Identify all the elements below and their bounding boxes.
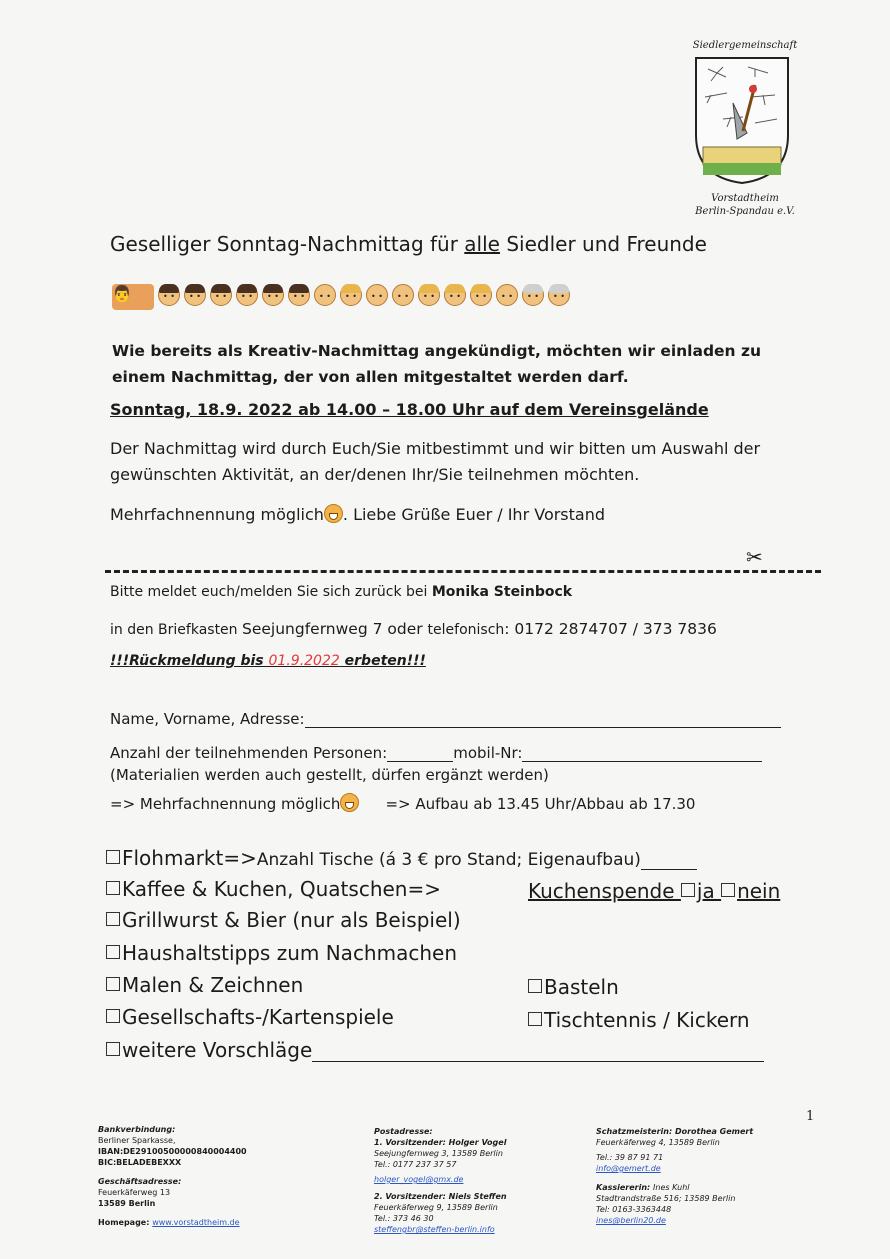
option-flohmarkt[interactable]: Flohmarkt=>Anzahl Tische (á 3 € pro Stand; Eigenaufbau)	[106, 846, 697, 870]
face-emoji-icon	[262, 284, 284, 306]
tables-input-line[interactable]	[641, 851, 697, 870]
option-haushalt[interactable]: Haushaltstipps zum Nachmachen	[106, 941, 457, 965]
emoji-row	[112, 284, 570, 310]
name-field-row: Name, Vorname, Adresse:	[110, 710, 781, 728]
contact-address: in den Briefkasten Seejungfernweg 7 oder telefonisch: 0172 2874707 / 373 7836	[110, 620, 717, 638]
family-emoji-icon	[112, 284, 154, 310]
name-input-line[interactable]	[305, 713, 781, 728]
grandpa-emoji-icon	[548, 284, 570, 306]
footer-treasury: Schatzmeisterin: Dorothea Gemert Feuerkäferweg 4, 13589 Berlin Tel.: 39 87 91 71 info@gemert.de Kassiererin: Ines Kuhl Stadtrandstraße 516; 13589 Berlin Tel: 0163-3363448 ines@berlin20.de	[596, 1127, 754, 1225]
face-emoji-icon	[366, 284, 388, 306]
checkbox[interactable]	[106, 1009, 120, 1023]
page-number: 1	[806, 1109, 815, 1124]
option-weitere[interactable]: weitere Vorschläge	[106, 1038, 764, 1062]
option-malen[interactable]: Malen & Zeichnen	[106, 973, 303, 997]
face-emoji-icon	[184, 284, 206, 306]
grin-emoji-icon	[340, 793, 359, 812]
face-emoji-icon	[210, 284, 232, 306]
option-kaffee[interactable]: Kaffee & Kuchen, Quatschen=>	[106, 877, 441, 901]
materials-note: (Materialien werden auch gestellt, dürfen ergänzt werden)	[110, 766, 549, 784]
option-tischtennis[interactable]: Tischtennis / Kickern	[528, 1008, 750, 1032]
footer-post: Postadresse: 1. Vorsitzender: Holger Vogel Seejungfernweg 3, 13589 Berlin Tel.: 0177 237 37 57 holger_vogel@gmx.de 2. Vorsitzender: Niels Steffen Feuerkäferweg 9, 13589 Berlin Tel.: 373 46 30 steffengbr@steffen-berlin.info	[374, 1127, 507, 1234]
body-text: Der Nachmittag wird durch Euch/Sie mitbestimmt und wir bitten um Auswahl der gewünschten Aktivität, an der/denen Ihr/Sie teilnehmen möchten.	[110, 439, 761, 484]
checkbox[interactable]	[106, 945, 120, 959]
face-emoji-icon	[444, 284, 466, 306]
logo-subtitle: Vorstadtheim Berlin-Spandau e.V.	[695, 193, 795, 217]
grandma-emoji-icon	[522, 284, 544, 306]
footer-bank: Bankverbindung: Berliner Sparkasse, IBAN:DE29100500000840004400 BIC:BELADEBEXXX Geschäftsadresse: Feuerkäferweg 13 13589 Berlin Homepage: www.vorstadtheim.de	[98, 1125, 247, 1227]
chair1-mail-link[interactable]: holger_vogel@gmx.de	[374, 1175, 464, 1184]
baby-emoji-icon	[496, 284, 518, 306]
face-emoji-icon	[288, 284, 310, 306]
homepage-link[interactable]: www.vorstadtheim.de	[152, 1218, 240, 1227]
chair2-mail-link[interactable]: steffengbr@steffen-berlin.info	[374, 1225, 495, 1234]
option-basteln[interactable]: Basteln	[528, 975, 619, 999]
grin-emoji-icon	[324, 504, 343, 523]
count-input-line[interactable]	[387, 747, 453, 762]
scissors-icon: ✂	[746, 545, 763, 569]
checkbox[interactable]	[106, 1042, 120, 1056]
suggestions-input-line[interactable]	[312, 1041, 764, 1062]
checkbox-nein[interactable]	[721, 883, 735, 897]
deadline: !!!Rückmeldung bis 01.9.2022 erbeten!!!	[110, 653, 426, 669]
mobile-input-line[interactable]	[522, 747, 762, 762]
setup-note: => Mehrfachnennung möglich => Aufbau ab 13.45 Uhr/Abbau ab 17.30	[110, 795, 696, 813]
checkbox[interactable]	[106, 850, 120, 864]
checkbox[interactable]	[528, 979, 542, 993]
association-crest	[693, 55, 791, 185]
checkbox-ja[interactable]	[681, 883, 695, 897]
baby-emoji-icon	[314, 284, 336, 306]
option-kuchenspende: Kuchenspende ja nein	[528, 879, 781, 903]
face-emoji-icon	[158, 284, 180, 306]
logo-title: Siedlergemeinschaft	[692, 40, 798, 51]
face-emoji-icon	[470, 284, 492, 306]
checkbox[interactable]	[106, 881, 120, 895]
option-spiele[interactable]: Gesellschafts-/Kartenspiele	[106, 1005, 394, 1029]
cashier-mail-link[interactable]: ines@berlin20.de	[596, 1216, 666, 1225]
checkbox[interactable]	[106, 912, 120, 926]
checkbox[interactable]	[106, 977, 120, 991]
cut-line	[105, 570, 821, 573]
face-emoji-icon	[418, 284, 440, 306]
treasurer-mail-link[interactable]: info@gemert.de	[596, 1164, 661, 1173]
intro-text: Wie bereits als Kreativ-Nachmittag angekündigt, möchten wir einladen zu einem Nachmittag, der von allen mitgestaltet werden darf.	[112, 342, 762, 386]
count-field-row: Anzahl der teilnehmenden Personen: mobil-Nr:	[110, 744, 762, 762]
checkbox[interactable]	[528, 1012, 542, 1026]
face-emoji-icon	[392, 284, 414, 306]
event-date: Sonntag, 18.9. 2022 ab 14.00 – 18.00 Uhr auf dem Vereinsgelände	[110, 400, 709, 419]
face-emoji-icon	[340, 284, 362, 306]
option-grillwurst[interactable]: Grillwurst & Bier (nur als Beispiel)	[106, 908, 461, 932]
face-emoji-icon	[236, 284, 258, 306]
contact-line: Bitte meldet euch/melden Sie sich zurück bei Monika Steinbock	[110, 584, 573, 600]
page-title: Geselliger Sonntag-Nachmittag für alle Siedler und Freunde	[110, 232, 707, 256]
multi-note: Mehrfachnennung möglich . Liebe Grüße Euer / Ihr Vorstand	[110, 505, 606, 524]
